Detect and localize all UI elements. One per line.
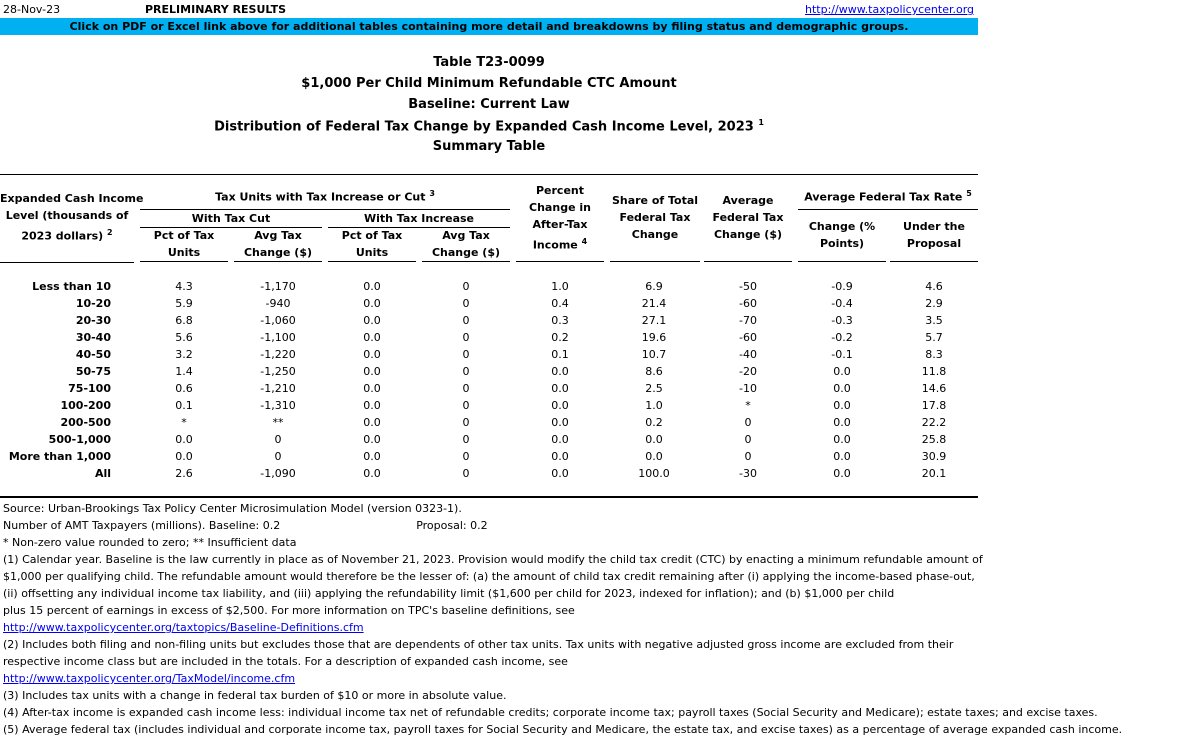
header-top-rule xyxy=(0,174,978,175)
table-cell: -50 xyxy=(739,280,757,293)
table-cell: 0.0 xyxy=(551,399,569,412)
table-row xyxy=(0,414,978,431)
col-inc-pct-units: Pct of Tax Units xyxy=(341,229,403,259)
table-row xyxy=(0,380,978,397)
table-cell: -0.3 xyxy=(831,314,853,327)
table-cell: 0.0 xyxy=(551,450,569,463)
table-cell: * xyxy=(745,399,751,412)
table-cell: -60 xyxy=(739,297,757,310)
note-1-line-1: (1) Calendar year. Baseline is the law currently in place as of November 21, 2023. Provision would modify the child tax credit (CTC) by enacting a minimum refundable amount of xyxy=(3,553,983,566)
status-label: PRELIMINARY RESULTS xyxy=(145,3,287,16)
table-cell: 19.6 xyxy=(641,331,667,344)
table-row xyxy=(0,431,978,448)
hdr-ul-9 xyxy=(890,261,978,262)
row-label: 500-1,000 xyxy=(48,433,111,446)
table-cell: 0.0 xyxy=(363,280,381,293)
table-row xyxy=(0,346,978,363)
table-cell: 0 xyxy=(274,450,282,463)
table-cell: 0 xyxy=(462,433,470,446)
table-cell: 0.0 xyxy=(363,331,381,344)
table-cell: 0 xyxy=(462,450,470,463)
table-cell: -1,090 xyxy=(260,467,296,480)
note-1-line-2: $1,000 per qualifying child. The refundable amount would therefore be the lesser of: (a) the amount of child tax credit remaining after (i) applying the income-based phase-out, xyxy=(3,570,975,583)
table-row xyxy=(0,363,978,380)
col-tax-units-group-header: Tax Units with Tax Increase or Cut $^3$ xyxy=(215,189,435,204)
table-cell: 6.8 xyxy=(175,314,193,327)
table-cell: 0.0 xyxy=(175,433,193,446)
hdr-ul-6 xyxy=(610,261,700,262)
table-cell: -20 xyxy=(739,365,757,378)
table-cell: 0.0 xyxy=(363,416,381,429)
distribution-title: Distribution of Federal Tax Change by Expanded Cash Income Level, 2023 $^1$ xyxy=(214,118,764,135)
note-1-line-4: plus 15 percent of earnings in excess of $2,500. For more information on TPC's baseline definitions, see xyxy=(3,604,575,617)
hdr-ul-3 xyxy=(328,261,416,262)
note-3: (3) Includes tax units with a change in federal tax burden of $10 or more in absolute value. xyxy=(3,689,507,702)
table-cell: -30 xyxy=(739,467,757,480)
table-cell: * xyxy=(181,416,187,429)
table-cell: -0.9 xyxy=(831,280,853,293)
row-label: Less than 10 xyxy=(32,280,111,293)
summary-title: Summary Table xyxy=(432,139,546,154)
hdr-ul-7 xyxy=(704,261,792,262)
table-cell: -940 xyxy=(265,297,291,310)
table-id: Table T23-0099 xyxy=(433,55,545,70)
table-cell: 8.3 xyxy=(925,348,943,361)
hdr-ul-4 xyxy=(422,261,510,262)
table-cell: 0 xyxy=(462,382,470,395)
baseline-definitions-link[interactable]: http://www.taxpolicycenter.org/taxtopics/Baseline-Definitions.cfm xyxy=(3,621,364,634)
table-cell: 0.0 xyxy=(551,416,569,429)
row-label: 100-200 xyxy=(60,399,111,412)
table-cell: 0 xyxy=(462,416,470,429)
table-cell: -1,220 xyxy=(260,348,296,361)
table-cell: 0 xyxy=(462,331,470,344)
table-cell: 2.5 xyxy=(645,382,663,395)
table-cell: -0.4 xyxy=(831,297,853,310)
table-cell: 30.9 xyxy=(921,450,947,463)
row-label: 200-500 xyxy=(60,416,111,429)
table-cell: 27.1 xyxy=(641,314,667,327)
col-rate-change-header: Change (% Points) xyxy=(808,220,876,250)
table-cell: 1.4 xyxy=(175,365,193,378)
col-avg-rate-group-header: Average Federal Tax Rate $^5$ xyxy=(804,189,972,204)
col-with-tax-increase-header: With Tax Increase xyxy=(363,212,475,225)
table-cell: 0 xyxy=(462,467,470,480)
table-cell: 14.6 xyxy=(921,382,947,395)
table-cell: 0.0 xyxy=(551,382,569,395)
note-1-line-3: (ii) offsetting any individual income tax liability, and (iii) applying the refundability limit ($1,600 per child for 2023, indexed for inflation); and (b) $1,000 per child xyxy=(3,587,895,600)
table-cell: 11.8 xyxy=(921,365,947,378)
nonzero-note: * Non-zero value rounded to zero; ** Insufficient data xyxy=(3,536,297,549)
table-cell: -1,210 xyxy=(260,382,296,395)
table-cell: 1.0 xyxy=(551,280,569,293)
baseline-title: Baseline: Current Law xyxy=(408,97,570,112)
table-row xyxy=(0,312,978,329)
table-row xyxy=(0,295,978,312)
table-cell: 3.2 xyxy=(175,348,193,361)
table-cell: 0.0 xyxy=(645,450,663,463)
col-pct-change-aftertax-header: Percent Change in After-Tax Income $^4$ xyxy=(529,184,591,252)
table-cell: -10 xyxy=(739,382,757,395)
col-income-level-header: Expanded Cash Income Level (thousands of 2023 dollars) $^2$ xyxy=(0,192,144,243)
table-cell: 0 xyxy=(744,450,752,463)
table-cell: 0.1 xyxy=(551,348,569,361)
col-share-total-header: Share of Total Federal Tax Change xyxy=(611,194,699,241)
row-label: 20-30 xyxy=(75,314,111,327)
table-cell: -1,100 xyxy=(260,331,296,344)
income-definition-link[interactable]: http://www.taxpolicycenter.org/TaxModel/income.cfm xyxy=(3,672,296,685)
row-label: 40-50 xyxy=(75,348,111,361)
tpc-website-link[interactable]: http://www.taxpolicycenter.org xyxy=(805,3,975,16)
table-cell: 0.0 xyxy=(363,433,381,446)
table-cell: 0.0 xyxy=(833,416,851,429)
table-cell: ** xyxy=(272,416,284,429)
table-cell: 0.0 xyxy=(175,450,193,463)
table-cell: 21.4 xyxy=(641,297,667,310)
table-cell: 0 xyxy=(744,433,752,446)
table-cell: -70 xyxy=(739,314,757,327)
table-cell: 1.0 xyxy=(645,399,663,412)
table-cell: 4.6 xyxy=(925,280,943,293)
table-cell: 0.0 xyxy=(363,365,381,378)
row-label: More than 1,000 xyxy=(8,450,111,463)
table-row xyxy=(0,278,978,295)
table-cell: 0.0 xyxy=(363,399,381,412)
table-cell: 0.4 xyxy=(551,297,569,310)
rate-group-underline xyxy=(798,209,978,210)
table-cell: -1,060 xyxy=(260,314,296,327)
table-row xyxy=(0,397,978,414)
label-col-rule xyxy=(0,262,134,263)
col-inc-avg-change: Avg Tax Change ($) xyxy=(431,229,501,259)
table-cell: 0.2 xyxy=(551,331,569,344)
table-row xyxy=(0,448,978,465)
hdr-ul-2 xyxy=(234,261,322,262)
table-cell: 0.0 xyxy=(833,450,851,463)
table-cell: 0.0 xyxy=(363,450,381,463)
note-4: (4) After-tax income is expanded cash income less: individual income tax net of refundable credits; corporate income tax; payroll taxes (Social Security and Medicare); estate taxes; and excise taxes. xyxy=(3,706,1098,719)
table-cell: 0 xyxy=(462,280,470,293)
table-cell: 5.7 xyxy=(925,331,943,344)
table-cell: 0.0 xyxy=(833,433,851,446)
table-cell: 0.0 xyxy=(363,348,381,361)
table-cell: -1,170 xyxy=(260,280,296,293)
table-cell: 0.0 xyxy=(833,467,851,480)
col-cut-pct-units: Pct of Tax Units xyxy=(153,229,215,259)
table-cell: 0.0 xyxy=(833,365,851,378)
footnotes xyxy=(3,500,1199,738)
table-cell: 0.0 xyxy=(363,382,381,395)
table-cell: 0.0 xyxy=(645,433,663,446)
table-cell: 0.0 xyxy=(363,467,381,480)
table-cell: 4.3 xyxy=(175,280,193,293)
table-cell: 20.1 xyxy=(921,467,947,480)
table-cell: 0.2 xyxy=(645,416,663,429)
table-cell: -0.2 xyxy=(831,331,853,344)
table-cell: 0.3 xyxy=(551,314,569,327)
table-cell: 0 xyxy=(462,399,470,412)
table-cell: 25.8 xyxy=(921,433,947,446)
table-cell: -1,310 xyxy=(260,399,296,412)
table-cell: 0.0 xyxy=(551,433,569,446)
amt-note: Number of AMT Taxpayers (millions). Baseline: 0.2 Proposal: 0.2 xyxy=(3,519,488,532)
table-cell: 5.9 xyxy=(175,297,193,310)
table-cell: 0.0 xyxy=(363,297,381,310)
table-cell: 0 xyxy=(462,365,470,378)
table-cell: 0 xyxy=(462,314,470,327)
note-2-line-1: (2) Includes both filing and non-filing units but excludes those that are dependents of other tax units. Tax units with negative adjusted gross income are excluded from their xyxy=(3,638,954,651)
row-label: 30-40 xyxy=(75,331,111,344)
table-bottom-rule xyxy=(0,496,978,498)
info-banner: Click on PDF or Excel link above for additional tables containing more detail and breakdowns by filing status and demographic groups. xyxy=(0,18,978,35)
table-cell: 8.6 xyxy=(645,365,663,378)
table-cell: 22.2 xyxy=(921,416,947,429)
table-cell: 2.9 xyxy=(925,297,943,310)
table-cell: 100.0 xyxy=(638,467,670,480)
table-cell: -40 xyxy=(739,348,757,361)
col-avg-fed-change-header: Average Federal Tax Change ($) xyxy=(712,194,784,241)
row-label: All xyxy=(94,467,111,480)
row-label: 75-100 xyxy=(68,382,111,395)
table-cell: 0 xyxy=(462,348,470,361)
table-cell: -60 xyxy=(739,331,757,344)
table-cell: -0.1 xyxy=(831,348,853,361)
table-cell: 0 xyxy=(744,416,752,429)
col-under-proposal-header: Under the Proposal xyxy=(903,220,965,250)
table-cell: 0 xyxy=(274,433,282,446)
report-date: 28-Nov-23 xyxy=(3,3,61,16)
hdr-ul-1 xyxy=(140,261,228,262)
note-2-line-2: respective income class but are included in the totals. For a description of expanded cash income, see xyxy=(3,655,568,668)
note-5: (5) Average federal tax (includes individual and corporate income tax, payroll taxes for Social Security and Medicare, the estate tax, and excise taxes) as a percentage of average expanded cash income. xyxy=(3,723,1123,736)
table-cell: 2.6 xyxy=(175,467,193,480)
table-title: $1,000 Per Child Minimum Refundable CTC Amount xyxy=(301,76,677,91)
col-with-tax-cut-header: With Tax Cut xyxy=(191,212,271,225)
table-row xyxy=(0,329,978,346)
table-cell: 10.7 xyxy=(641,348,667,361)
table-cell: 0 xyxy=(462,297,470,310)
table-cell: 0.0 xyxy=(551,365,569,378)
table-row xyxy=(0,465,978,482)
row-label: 10-20 xyxy=(75,297,111,310)
row-label: 50-75 xyxy=(75,365,111,378)
table-cell: 0.0 xyxy=(833,399,851,412)
table-cell: 0.6 xyxy=(175,382,193,395)
hdr-ul-5 xyxy=(516,261,604,262)
col-cut-avg-change: Avg Tax Change ($) xyxy=(243,229,313,259)
table-cell: 0.1 xyxy=(175,399,193,412)
table-cell: 0.0 xyxy=(833,382,851,395)
hdr-ul-8 xyxy=(798,261,886,262)
table-cell: -1,250 xyxy=(260,365,296,378)
table-cell: 5.6 xyxy=(175,331,193,344)
table-cell: 0.0 xyxy=(551,467,569,480)
source-note: Source: Urban-Brookings Tax Policy Center Microsimulation Model (version 0323-1). xyxy=(3,502,462,515)
table-cell: 3.5 xyxy=(925,314,943,327)
table-cell: 6.9 xyxy=(645,280,663,293)
table-cell: 17.8 xyxy=(921,399,947,412)
table-cell: 0.0 xyxy=(363,314,381,327)
